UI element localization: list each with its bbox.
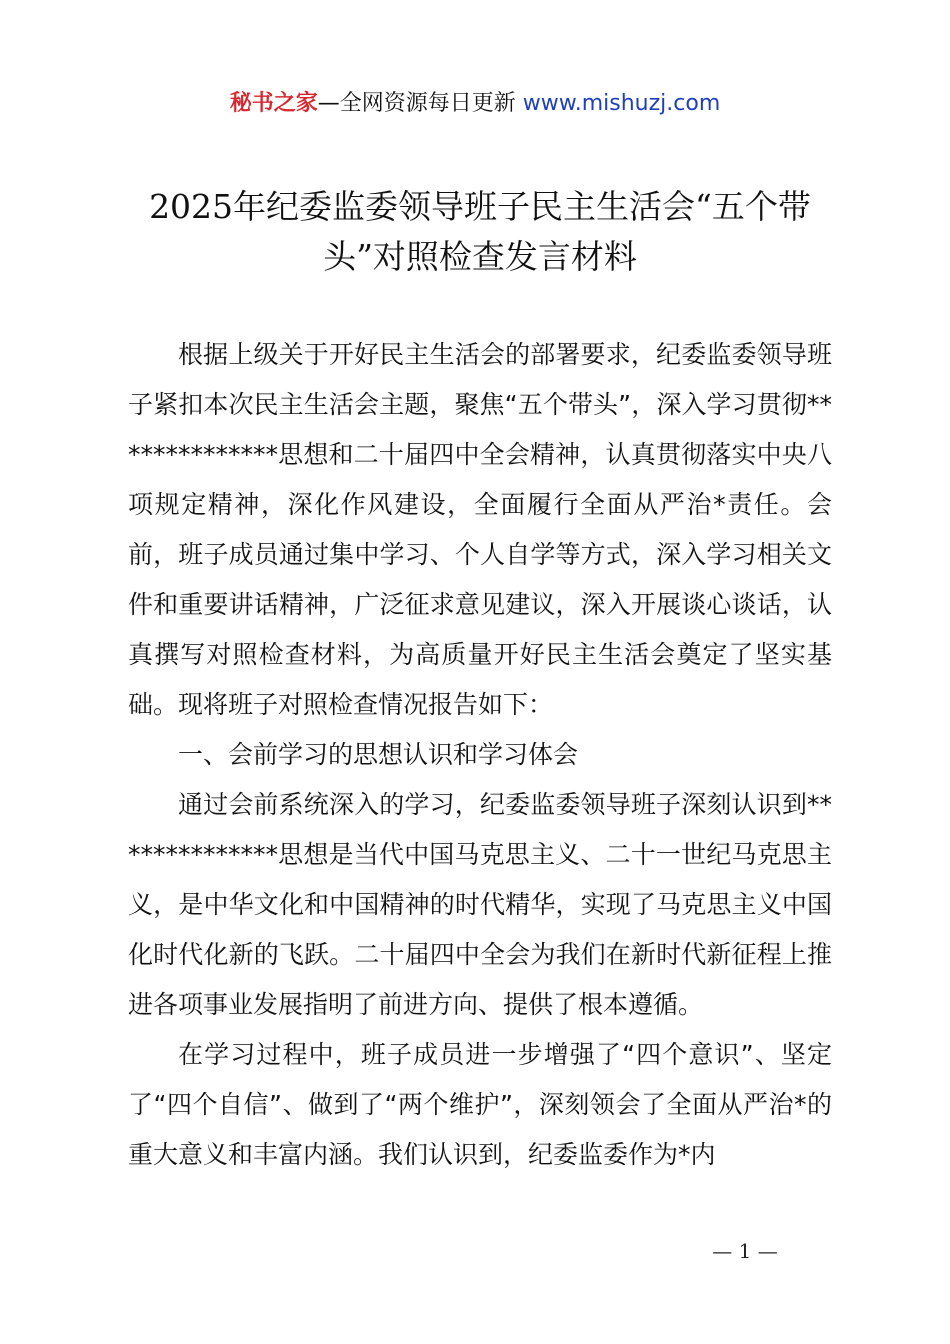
site-slogan: —全网资源每日更新: [317, 91, 516, 116]
page-number: — 1 —: [712, 1239, 778, 1263]
site-url-link[interactable]: www.mishuzj.com: [522, 91, 721, 116]
document-body: [128, 330, 832, 1180]
site-header: [0, 88, 950, 120]
intro-paragraph: 根据上级关于开好民主生活会的部署要求，纪委监委领导班子紧扣本次民主生活会主题，聚焦“五个带头”，深入学习贯彻**************思想和二十届四中全会精神，认真贯彻落实中央八项规定精神，深化作风建设，全面履行全面从严治*责任。会前，班子成员通过集中学习、个人自学等方式，深入学习相关文件和重要讲话精神，广泛征求意见建议，深入开展谈心谈话，认真撰写对照检查材料，为高质量开好民主生活会奠定了坚实基础。现将班子对照检查情况报告如下：: [128, 340, 832, 719]
body-paragraph: 通过会前系统深入的学习，纪委监委领导班子深刻认识到**************思想是当代中国马克思主义、二十一世纪马克思主义，是中华文化和中国精神的时代精华，实现了马克思主义中国化时代化新的飞跃。二十届四中全会为我们在新时代新征程上推进各项事业发展指明了前进方向、提供了根本遵循。: [128, 790, 832, 1019]
section-heading: 一、会前学习的思想认识和学习体会: [178, 740, 579, 769]
body-paragraph: 在学习过程中，班子成员进一步增强了“四个意识”、坚定了“四个自信”、做到了“两个维护”，深刻领会了全面从严治*的重大意义和丰富内涵。我们认识到，纪委监委作为*内: [128, 1040, 832, 1169]
brand-name: 秘书之家: [229, 91, 318, 116]
document-title: 2025年纪委监委领导班子民主生活会“五个带头”对照检查发言材料: [149, 187, 811, 276]
